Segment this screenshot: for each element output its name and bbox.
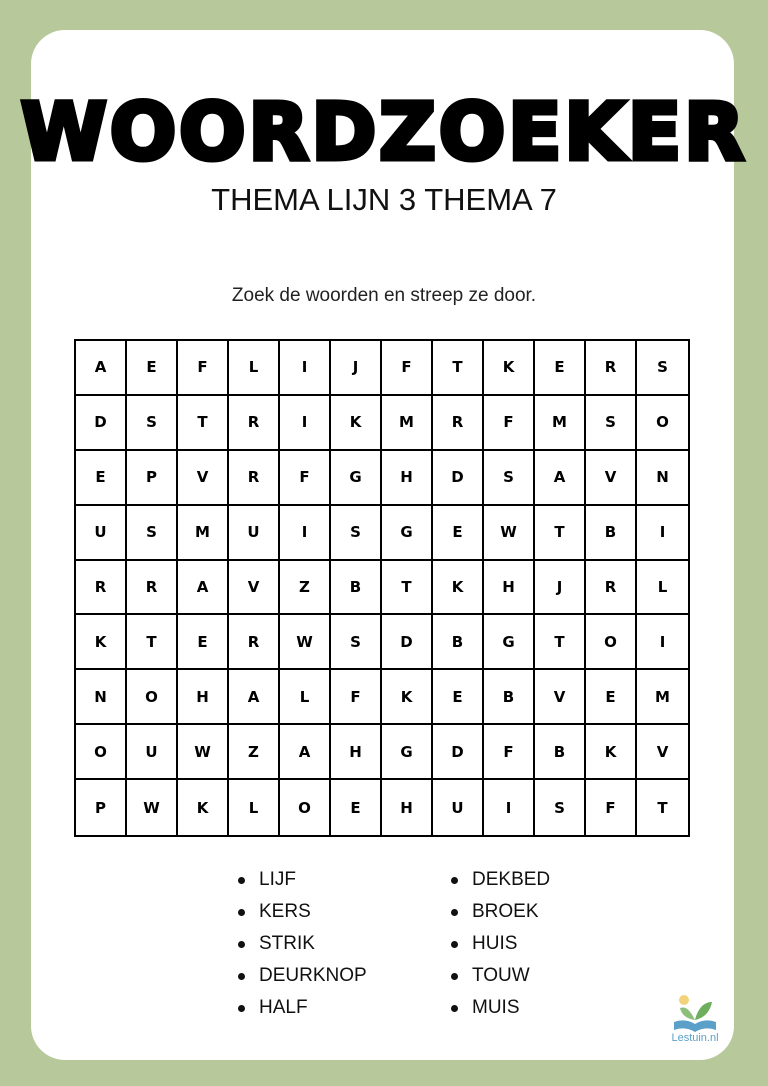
grid-cell[interactable]: E xyxy=(178,615,229,670)
word-list-item xyxy=(238,898,367,930)
grid-cell[interactable]: J xyxy=(535,561,586,616)
grid-cell[interactable]: B xyxy=(433,615,484,670)
lestuin-logo xyxy=(660,992,730,1048)
grid-cell[interactable]: R xyxy=(586,341,637,396)
grid-cell[interactable]: E xyxy=(127,341,178,396)
grid-cell[interactable]: O xyxy=(586,615,637,670)
grid-cell[interactable]: K xyxy=(76,615,127,670)
bullet-icon xyxy=(238,1005,245,1012)
grid-cell[interactable]: A xyxy=(178,561,229,616)
grid-cell[interactable]: M xyxy=(382,396,433,451)
grid-cell[interactable]: R xyxy=(229,396,280,451)
grid-cell[interactable]: S xyxy=(484,451,535,506)
instruction-text: Zoek de woorden en streep ze door. xyxy=(231,285,537,306)
grid-cell[interactable]: N xyxy=(637,451,688,506)
grid-cell[interactable]: D xyxy=(76,396,127,451)
grid-cell[interactable]: W xyxy=(178,725,229,780)
grid-cell[interactable]: L xyxy=(637,561,688,616)
grid-cell[interactable]: M xyxy=(178,506,229,561)
grid-cell[interactable]: M xyxy=(535,396,586,451)
grid-cell[interactable]: B xyxy=(586,506,637,561)
grid-cell[interactable]: J xyxy=(331,341,382,396)
grid-cell[interactable]: S xyxy=(637,341,688,396)
grid-cell[interactable]: S xyxy=(331,506,382,561)
grid-cell[interactable]: E xyxy=(586,670,637,725)
plant-book-icon xyxy=(660,992,730,1034)
grid-cell[interactable]: E xyxy=(433,506,484,561)
grid-cell[interactable]: R xyxy=(229,451,280,506)
grid-cell[interactable]: L xyxy=(229,780,280,835)
grid-cell[interactable]: E xyxy=(76,451,127,506)
grid-cell[interactable]: V xyxy=(637,725,688,780)
grid-cell[interactable]: E xyxy=(535,341,586,396)
grid-cell[interactable]: R xyxy=(229,615,280,670)
grid-cell[interactable]: A xyxy=(535,451,586,506)
grid-cell[interactable]: V xyxy=(586,451,637,506)
grid-cell[interactable]: I xyxy=(637,506,688,561)
grid-cell[interactable]: T xyxy=(382,561,433,616)
grid-cell[interactable]: V xyxy=(229,561,280,616)
grid-cell[interactable]: T xyxy=(657,798,668,817)
grid-cell[interactable]: O xyxy=(76,725,127,780)
grid-cell[interactable]: V xyxy=(535,670,586,725)
grid-cell[interactable]: P xyxy=(76,780,127,835)
grid-cell[interactable]: T xyxy=(178,396,229,451)
grid-cell[interactable]: U xyxy=(76,506,127,561)
grid-cell[interactable]: O xyxy=(280,780,331,835)
grid-cell[interactable]: K xyxy=(586,725,637,780)
bullet-icon xyxy=(451,973,458,980)
grid-cell[interactable]: B xyxy=(535,725,586,780)
grid-cell[interactable]: H xyxy=(382,451,433,506)
grid-cell[interactable]: E xyxy=(331,780,382,835)
word-label: MUIS xyxy=(472,997,520,1018)
grid-cell[interactable]: T xyxy=(535,615,586,670)
grid-cell[interactable]: A xyxy=(76,341,127,396)
grid-cell[interactable]: I xyxy=(484,780,535,835)
word-label: BROEK xyxy=(472,901,539,922)
grid-cell[interactable]: T xyxy=(535,506,586,561)
grid-cell[interactable]: L xyxy=(229,341,280,396)
grid-cell[interactable]: F xyxy=(586,780,637,835)
grid-cell[interactable]: D xyxy=(433,725,484,780)
grid-cell[interactable]: B xyxy=(331,561,382,616)
word-label: HUIS xyxy=(472,933,518,954)
grid-cell[interactable]: F xyxy=(484,725,535,780)
grid-cell[interactable]: U xyxy=(229,506,280,561)
page-title: WOORDZOEKER xyxy=(20,88,748,178)
page-subtitle: THEMA LIJN 3 THEMA 7 xyxy=(211,182,557,217)
word-list-left xyxy=(238,866,367,1026)
grid-cell[interactable]: F xyxy=(178,341,229,396)
grid-cell[interactable]: F xyxy=(280,451,331,506)
grid-cell[interactable]: H xyxy=(331,725,382,780)
grid-cell[interactable]: R xyxy=(586,561,637,616)
grid-cell[interactable]: K xyxy=(484,341,535,396)
word-list-item xyxy=(451,930,550,962)
grid-cell[interactable]: O xyxy=(637,396,688,451)
grid-cell[interactable]: D xyxy=(382,615,433,670)
grid-cell[interactable]: S xyxy=(127,506,178,561)
grid-cell[interactable]: P xyxy=(127,451,178,506)
grid-cell[interactable]: U xyxy=(433,780,484,835)
word-list-item xyxy=(451,866,550,898)
word-label: KERS xyxy=(259,901,311,922)
bullet-icon xyxy=(451,1005,458,1012)
word-label: HALF xyxy=(259,997,308,1018)
grid-cell[interactable]: F xyxy=(382,341,433,396)
grid-cell[interactable]: T xyxy=(433,341,484,396)
bullet-icon xyxy=(451,909,458,916)
grid-cell[interactable]: G xyxy=(331,451,382,506)
grid-cell[interactable]: T xyxy=(127,615,178,670)
word-label: STRIK xyxy=(259,933,315,954)
grid-cell[interactable]: W xyxy=(484,506,535,561)
grid-cell[interactable]: S xyxy=(127,396,178,451)
word-list-item xyxy=(238,994,367,1026)
grid-cell[interactable]: B xyxy=(484,670,535,725)
word-list-item xyxy=(451,994,550,1026)
grid-cell[interactable]: K xyxy=(331,396,382,451)
bullet-icon xyxy=(238,909,245,916)
grid-cell[interactable]: I xyxy=(280,506,331,561)
grid-cell[interactable]: A xyxy=(280,725,331,780)
logo-text: Lestuin.nl xyxy=(671,1032,719,1044)
grid-cell[interactable]: S xyxy=(535,780,586,835)
grid-cell[interactable]: W xyxy=(280,615,331,670)
word-list-item xyxy=(238,962,367,994)
grid-cell[interactable]: Z xyxy=(229,725,280,780)
grid-cell[interactable]: I xyxy=(637,615,688,670)
grid-cell[interactable]: F xyxy=(484,396,535,451)
grid-cell[interactable]: F xyxy=(331,670,382,725)
grid-cell[interactable]: G xyxy=(382,725,433,780)
word-label: LIJF xyxy=(259,869,296,890)
grid-cell[interactable]: I xyxy=(280,396,331,451)
bullet-icon xyxy=(451,941,458,948)
word-list-item xyxy=(451,898,550,930)
word-list-item xyxy=(238,866,367,898)
letter-grid xyxy=(74,339,690,837)
grid-cell[interactable]: A xyxy=(229,670,280,725)
grid-cell[interactable]: G xyxy=(484,615,535,670)
grid-cell[interactable]: R xyxy=(76,561,127,616)
word-list-right xyxy=(451,866,550,1026)
grid-cell[interactable]: U xyxy=(127,725,178,780)
bullet-icon xyxy=(238,941,245,948)
word-label: DEURKNOP xyxy=(259,965,367,986)
grid-cell[interactable]: H xyxy=(178,670,229,725)
grid-cell[interactable]: G xyxy=(382,506,433,561)
grid-cell[interactable]: K xyxy=(178,780,229,835)
grid-cell[interactable]: R xyxy=(433,396,484,451)
grid-cell[interactable]: N xyxy=(76,670,127,725)
grid-cell[interactable]: S xyxy=(331,615,382,670)
grid-cell[interactable]: S xyxy=(586,396,637,451)
word-label: DEKBED xyxy=(472,869,551,890)
word-list-item xyxy=(238,930,367,962)
grid-cell[interactable]: W xyxy=(127,780,178,835)
grid-cell[interactable]: V xyxy=(178,451,229,506)
grid-cell[interactable]: E xyxy=(433,670,484,725)
bullet-icon xyxy=(451,877,458,884)
grid-cell[interactable]: D xyxy=(433,451,484,506)
grid-cell[interactable]: I xyxy=(280,341,331,396)
grid-cell[interactable]: H xyxy=(382,780,433,835)
grid-cell[interactable]: K xyxy=(433,561,484,616)
bullet-icon xyxy=(238,877,245,884)
grid-cell[interactable]: M xyxy=(637,670,688,725)
word-list-item xyxy=(451,962,550,994)
bullet-icon xyxy=(238,973,245,980)
grid-cell[interactable]: Z xyxy=(280,561,331,616)
word-label: TOUW xyxy=(472,965,530,986)
grid-cell[interactable]: L xyxy=(280,670,331,725)
grid-cell[interactable]: O xyxy=(127,670,178,725)
grid-cell[interactable]: R xyxy=(127,561,178,616)
grid-cell[interactable]: K xyxy=(382,670,433,725)
grid-cell[interactable]: H xyxy=(484,561,535,616)
